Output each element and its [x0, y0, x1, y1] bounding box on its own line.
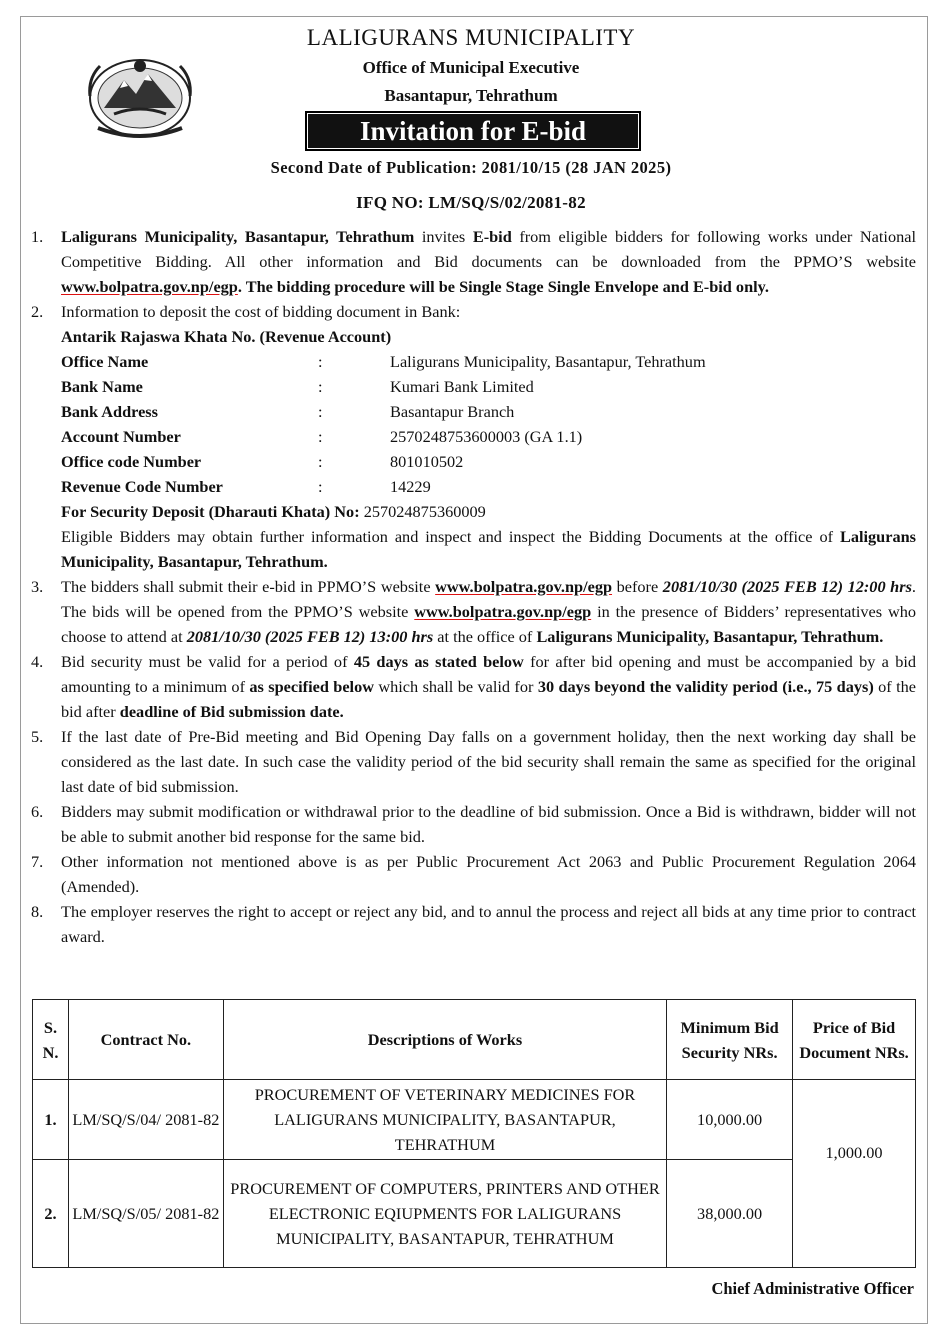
security-number: 257024875360009	[359, 502, 486, 521]
office-address: Basantapur, Tehrathum	[384, 86, 558, 105]
bolpatra-link[interactable]: www.bolpatra.gov.np/egp	[61, 277, 238, 296]
clause-7	[28, 849, 916, 899]
clause-text: The employer reserves the right to accept or reject any bid, and to annul the process and reject all bids at any time prior to contract award.	[61, 902, 916, 946]
clause-text: at the office of	[433, 627, 537, 646]
clause-number: 6.	[31, 802, 44, 821]
municipality-ref: Laligurans Municipality, Basantapur, Tehrathum.	[536, 627, 884, 646]
bolpatra-link[interactable]: www.bolpatra.gov.np/egp	[435, 577, 613, 596]
notice-title: Invitation for E-bid	[308, 114, 638, 148]
clause-text: from eligible bidders for following works under National Competitive Bidding. All other information and Bid documents can be downloaded from the PPMO’S website	[61, 227, 916, 271]
row-value: 801010502	[390, 452, 464, 471]
clause-text: Eligible Bidders may obtain further information and inspect and inspect the Bidding Documents at the office of	[61, 527, 840, 546]
clause-5	[28, 724, 916, 799]
clause-8	[28, 899, 916, 949]
row-key: Office code Number	[61, 452, 202, 471]
municipality-name: LALIGURANS MUNICIPALITY	[306, 25, 636, 50]
security-deposit-line	[61, 499, 916, 524]
security-header: Minimum Bid Security NRs.	[667, 1000, 793, 1080]
clause-text: If the last date of Pre-Bid meeting and Bid Opening Day falls on a government holiday, then the next working day shall be considered as the last date. In such case the validity period of the bid security shall remain the same as specified for the original last date of bid submission.	[61, 727, 916, 796]
sn-header: S. N.	[33, 1000, 69, 1080]
row-value: Laligurans Municipality, Basantapur, Tehrathum	[390, 352, 706, 371]
row-value: 2570248753600003 (GA 1.1)	[390, 427, 583, 446]
signature-title: Chief Administrative Officer	[711, 1279, 914, 1298]
description-header: Descriptions of Works	[223, 1000, 666, 1080]
clause-text: invites	[414, 227, 473, 246]
row-contract: LM/SQ/S/05/ 2081-82	[68, 1160, 223, 1268]
deposit-intro: Information to deposit the cost of bidding document in Bank:	[61, 302, 461, 321]
row-description: PROCUREMENT OF VETERINARY MEDICINES FOR LALIGURANS MUNICIPALITY, BASANTAPUR, TEHRATHUM	[223, 1080, 666, 1160]
clause-text: The bidders shall submit their e-bid in PPMO’S website	[61, 577, 436, 596]
table-row	[33, 1080, 916, 1160]
row-contract: LM/SQ/S/04/ 2081-82	[68, 1080, 223, 1160]
table-row	[33, 1160, 916, 1268]
row-colon: :	[318, 352, 323, 371]
row-sn: 1.	[33, 1080, 69, 1160]
row-colon: :	[318, 402, 323, 421]
clause-number: 5.	[31, 727, 44, 746]
account-number-row	[61, 424, 916, 449]
clause-number: 4.	[31, 652, 44, 671]
row-key: Bank Address	[61, 402, 158, 421]
security-label: For Security Deposit (Dharauti Khata) No:	[61, 502, 360, 521]
row-key: Office Name	[61, 352, 149, 371]
bank-name-row	[61, 374, 916, 399]
clause-emphasis: 45 days as stated below	[353, 652, 524, 671]
row-security: 38,000.00	[667, 1160, 793, 1268]
clause-1	[28, 224, 916, 299]
clause-4	[28, 649, 916, 724]
eligible-text	[61, 524, 916, 574]
bolpatra-link[interactable]: www.bolpatra.gov.np/egp	[414, 602, 592, 621]
clause-text: . The bids will be opened from the PPMO’S website	[61, 577, 916, 621]
clause-number: 8.	[31, 902, 44, 921]
office-name-row	[61, 349, 916, 374]
contracts-table	[32, 999, 916, 1268]
municipality-ref: Laligurans Municipality, Basantapur, Tehrathum.	[61, 527, 916, 571]
clause-3	[28, 574, 916, 649]
row-colon: :	[318, 477, 323, 496]
row-colon: :	[318, 452, 323, 471]
notice-body	[28, 224, 916, 949]
row-key: Revenue Code Number	[61, 477, 223, 496]
row-description: PROCUREMENT OF COMPUTERS, PRINTERS AND OTHER ELECTRONIC EQIUPMENTS FOR LALIGURANS MUNICIPALITY, BASANTAPUR, TEHRATHUM	[223, 1160, 666, 1268]
clause-text: in the presence of Bidders’ representatives who choose to attend at	[61, 602, 917, 646]
clause-text: which shall be valid for	[373, 677, 538, 696]
price-cell: 1,000.00	[793, 1080, 916, 1268]
row-sn: 2.	[33, 1160, 69, 1268]
row-value: Kumari Bank Limited	[390, 377, 534, 396]
clause-number: 1.	[31, 227, 44, 246]
clause-2	[28, 299, 916, 574]
clause-text: before	[612, 577, 663, 596]
row-value: 14229	[390, 477, 431, 496]
row-colon: :	[318, 427, 323, 446]
clause-6	[28, 799, 916, 849]
ifq-number: IFQ NO: LM/SQ/S/02/2081-82	[356, 193, 586, 212]
clause-emphasis: 30 days beyond the validity period (i.e., 75 days)	[537, 677, 874, 696]
row-key: Bank Name	[61, 377, 143, 396]
row-value: Basantapur Branch	[390, 402, 515, 421]
submission-deadline: 2081/10/30 (2025 FEB 12) 12:00 hrs	[662, 577, 912, 596]
bank-address-row	[61, 399, 916, 424]
revenue-code-row	[61, 474, 916, 499]
contract-header: Contract No.	[68, 1000, 223, 1080]
row-colon: :	[318, 377, 323, 396]
procedure-text: . The bidding procedure will be Single Stage Single Envelope and E-bid only.	[237, 277, 769, 296]
ebid-ref: E-bid	[472, 227, 512, 246]
publication-date: Second Date of Publication: 2081/10/15 (28 JAN 2025)	[270, 158, 672, 177]
row-security: 10,000.00	[667, 1080, 793, 1160]
revenue-account-title: Antarik Rajaswa Khata No. (Revenue Account)	[61, 327, 392, 346]
municipality-ref: Laligurans Municipality, Basantapur, Tehrathum	[61, 227, 415, 246]
notice-banner	[305, 111, 641, 151]
clause-text: Bidders may submit modification or withdrawal prior to the deadline of bid submission. Once a Bid is withdrawn, bidder will not be able to submit another bid response for the same bid.	[61, 802, 916, 846]
clause-text: of the bid after	[61, 677, 917, 721]
clause-number: 3.	[31, 577, 44, 596]
clause-text: Bid security must be valid for a period of	[61, 652, 354, 671]
clause-text: for after bid opening and must be accompanied by a bid amounting to a minimum of	[61, 652, 916, 696]
office-name: Office of Municipal Executive	[362, 58, 580, 77]
table-header-row	[33, 1000, 916, 1080]
price-header: Price of Bid Document NRs.	[793, 1000, 916, 1080]
opening-date: 2081/10/30 (2025 FEB 12) 13:00 hrs	[186, 627, 434, 646]
row-key: Account Number	[61, 427, 181, 446]
clause-emphasis: deadline of Bid submission date.	[119, 702, 344, 721]
office-code-row	[61, 449, 916, 474]
clause-emphasis: as specified below	[249, 677, 374, 696]
clause-number: 2.	[31, 302, 44, 321]
clause-number: 7.	[31, 852, 44, 871]
clause-text: Other information not mentioned above is as per Public Procurement Act 2063 and Public Procurement Regulation 2064 (Amended).	[61, 852, 916, 896]
